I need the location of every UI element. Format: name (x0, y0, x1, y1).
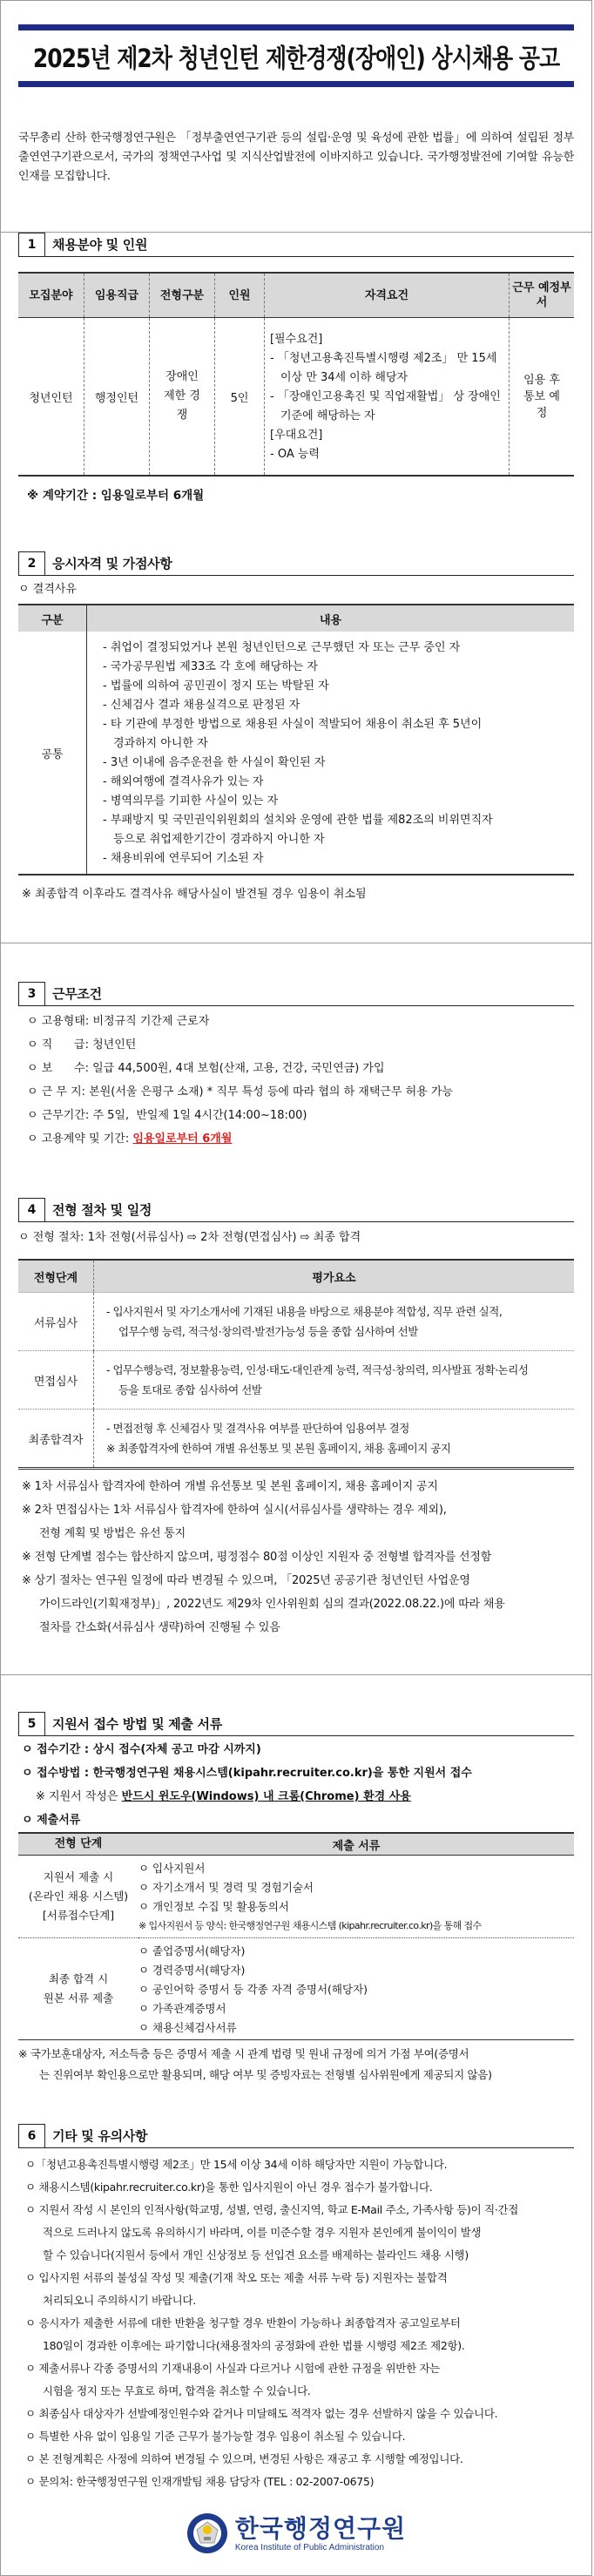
notice-line: 시험을 정지 또는 무효로 하며, 합격을 취소할 수 있습니다. (43, 2384, 311, 2397)
section-title: 전형 절차 및 일정 (52, 1202, 152, 1218)
document-item: ㅇ 자기소개서 및 경력 및 경험기술서 (138, 1881, 314, 1894)
recruitment-table (18, 272, 574, 477)
sections-1-2 (1, 233, 591, 943)
section-title: 채용분야 및 인원 (52, 237, 148, 253)
list-item: - 부패방지 및 국민권익위원회의 설치와 운영에 관한 법률 제82조의 비위면직자 (103, 814, 493, 827)
document-item: ㅇ 졸업증명서(해당자) (138, 1944, 246, 1957)
list-item: 등으로 취업제한기간이 경과하지 아니한 자 (113, 833, 325, 846)
institute-logo (18, 2493, 574, 2575)
cell-stage: 최종합격자 (28, 1433, 84, 1447)
req-item: - 「청년고용촉진특별시행령 제2조」 만 15세 (270, 352, 497, 365)
title-block (1, 1, 591, 233)
pref-label: [우대요건] (270, 429, 323, 442)
cell-criteria: - 면접전형 후 신체검사 및 결격사유 여부를 판단하여 임용여부 결정 ※ 최종합격자에 한하여 개별 유선통보 및 본원 홈페이지, 채용 홈페이지 공지 (94, 1410, 575, 1469)
document-item: ㅇ 채용신체검사서류 (138, 2021, 237, 2034)
condition-location: ㅇ 근 무 지: 본원(서울 은평구 소재) * 직무 특성 등에 따라 협의 하 재택근무 허용 가능 (27, 1085, 454, 1099)
bonus-points-note: ※ 국가보훈대상자, 저소득층 등은 증명서 제출 시 관계 법령 및 원내 규정에 의거 가점 부여(증명서 는 진위여부 확인용으로만 활용되며, 해당 여부 및 증빙자료는 전형별 심사위원에게 제공되지 않음) (18, 2047, 492, 2081)
col-header: 전형구분 (150, 273, 215, 318)
req-label: [필수요건] (270, 333, 323, 346)
condition-rank: ㅇ 직 급: 청년인턴 (27, 1038, 137, 1051)
browser-requirement: 반드시 윈도우(Windows) 내 크롬(Chrome) 환경 사용 (121, 1790, 411, 1803)
notice-line: ㅇ「청년고용촉진특별시행령 제2조」만 15세 이상 34세 이하 해당자만 지원이 가능합니다. (25, 2158, 448, 2171)
col-header: 내용 (87, 605, 575, 632)
condition-contract: ㅇ 고용계약 및 기간: 임용일로부터 6개월 (27, 1132, 233, 1146)
col-header: 평가요소 (94, 1260, 575, 1293)
section-number: 4 (18, 1198, 45, 1221)
list-item: - 타 기관에 부정한 방법으로 채용된 사실이 적발되어 채용이 취소된 후 5년이 (103, 718, 483, 731)
cell-dept: 임용 후 통보 예정 (510, 318, 575, 477)
note-line: 절차를 간소화(서류심사 생략)하여 진행될 수 있음 (39, 1621, 280, 1634)
col-header: 전형 단계 (18, 1833, 138, 1856)
section-6-header (18, 2124, 574, 2148)
document-item: ㅇ 경력증명서(해당자) (138, 1964, 246, 1977)
section-title: 응시자격 및 가점사항 (52, 556, 172, 571)
notice-line: ㅇ 최종심사 대상자가 선발예정인원수와 같거나 미달해도 적격자 없는 경우 선발하지 않을 수 있습니다. (25, 2407, 498, 2420)
table-row (18, 1293, 574, 1351)
work-conditions (18, 1006, 574, 1151)
logo-english-name: Korea Institute of Public Administration (234, 2542, 385, 2552)
table-row (18, 1938, 574, 2040)
application-method: ㅇ 접수방법 : 한국행정연구원 채용시스템(kipahr.recruiter.co.kr)을 통한 지원서 접수 (22, 1767, 472, 1780)
section-number: 6 (18, 2124, 45, 2147)
cell-category: 공통 (41, 747, 64, 761)
notice-line: ㅇ 지원서 작성 시 본인의 인적사항(학교명, 성별, 연령, 출신지역, 학교 E-Mail 주소, 가족사항 등)이 직·간접 (25, 2203, 519, 2216)
application-period: ㅇ 접수기간 : 상시 접수(자체 공고 마감 시까지) (22, 1743, 261, 1756)
notice-line: ㅇ 입사지원 서류의 불성실 작성 및 제출(기재 착오 또는 제출 서류 누락 등) 지원자는 불합격 (25, 2271, 448, 2284)
notice-line: ㅇ 본 전형계획은 사정에 의하여 변경될 수 있으며, 변경된 사항은 재공고 후 시행할 예정입니다. (25, 2452, 463, 2465)
list-item: - 채용비위에 연루되어 기소된 자 (103, 852, 264, 865)
disqualification-label: ㅇ 결격사유 (18, 583, 77, 596)
cell-rank: 행정인턴 (84, 318, 150, 477)
browser-note: ※ 지원서 작성은 반드시 윈도우(Windows) 내 크롬(Chrome) 환경 사용 (36, 1790, 411, 1803)
contact-line: ㅇ 문의처: 한국행정연구원 인재개발팀 채용 담당자 (TEL : 02-2007-0675) (25, 2475, 375, 2488)
notice-line: ㅇ 제출서류나 각종 증명서의 기재내용이 사실과 다르거나 시험에 관한 규정을 위반한 자는 (25, 2362, 441, 2375)
emblem-icon (186, 2512, 228, 2554)
document-item: ㅇ 가족관계증명서 (138, 2002, 226, 2015)
documents-table (18, 1832, 574, 2040)
notice-line: ㅇ 채용시스템(kipahr.recruiter.co.kr)을 통한 입사지원이 아닌 경우 접수가 불가합니다. (25, 2180, 433, 2194)
condition-employment-type: ㅇ 고용형태: 비정규직 기간제 근로자 (27, 1015, 210, 1028)
note-line: 가이드라인(기획재정부)」, 2022년도 제29차 인사위원회 심의 결과(2022.08.22.)에 따라 채용 (39, 1598, 505, 1611)
req-item-cont: 기준에 해당하는 자 (280, 409, 375, 423)
intro-paragraph: 국무총리 산하 한국행정연구원은 「정부출연연구기관 등의 설립·운영 및 육성에 관한 법률」에 의하여 설립된 정부출연연구기관으로서, 국가의 정책연구사업 및 지식산업발전에 이바지하고 있습니다. 국가행정발전에 기여할 유능한 인재를 모집합니다. (18, 132, 574, 183)
document-note: ※ 입사지원서 등 양식: 한국행정연구원 채용시스템 (kipahr.recruiter.co.kr)을 통해 접수 (138, 1920, 482, 1931)
notices-list (18, 2148, 574, 2493)
cell-stage: 지원서 제출 시 (온라인 채용 시스템) [서류접수단계] (18, 1856, 138, 1938)
cell-count: 5인 (215, 318, 265, 477)
section-title: 기타 및 유의사항 (52, 2128, 148, 2144)
section-5-header (18, 1712, 574, 1736)
list-item: - 병역의무를 기피한 사실이 있는 자 (103, 794, 279, 808)
col-header: 인원 (215, 273, 265, 318)
disqualification-table (18, 604, 574, 876)
list-item: - 취업이 결정되었거나 본원 청년인턴으로 근무했던 자 또는 근무 중인 자 (103, 641, 461, 654)
list-item: - 해외여행에 결격사유가 있는 자 (103, 775, 264, 788)
document-item: ㅇ 공인어학 증명서 등 각종 자격 증명서(해당자) (138, 1983, 368, 1996)
page-title: 2025년 제2차 청년인턴 제한경쟁(장애인) 상시채용 공고 (32, 43, 560, 74)
application-info (18, 1736, 574, 1832)
pref-item: - OA 능력 (270, 448, 320, 461)
logo-korean-name: 한국행정연구원 (234, 2513, 407, 2543)
sections-3-4 (1, 943, 591, 1675)
section-title: 근무조건 (52, 986, 102, 1002)
table-row (18, 1410, 574, 1469)
req-item: - 「장애인고용촉진 및 직업재활법」 상 장애인 (270, 390, 501, 403)
process-flow: ㅇ 전형 절차: 1차 전형(서류심사) ⇨ 2차 전형(면접심사) ⇨ 최종 합격 (18, 1231, 361, 1244)
cell-stage: 최종 합격 시 원본 서류 제출 (43, 1972, 114, 2005)
document-item: ㅇ 개인정보 수집 및 활용동의서 (138, 1900, 289, 1913)
col-header: 근무 예정부서 (510, 273, 575, 318)
note-line: ※ 2차 면접심사는 1차 서류심사 합격자에 한하여 실시(서류심사를 생략하는 경우 제외), (22, 1504, 447, 1517)
table-row (18, 318, 574, 477)
cell-field: 청년인턴 (29, 391, 73, 405)
list-item: - 신체검사 결과 채용실격으로 판정된 자 (103, 699, 300, 712)
section-number: 2 (18, 551, 45, 575)
section-2-header (18, 551, 574, 576)
table-row (18, 632, 574, 875)
note-line: ※ 상기 절차는 연구원 일정에 따라 변경될 수 있으며, 「2025년 공공기관 청년인턴 사업운영 (22, 1574, 470, 1587)
list-item: - 국가공무원법 제33조 각 호에 해당하는 자 (103, 660, 318, 673)
sections-5-6 (1, 1675, 591, 2575)
notice-line: 할 수 있습니다(지원서 등에서 개인 신상정보 등 선입견 요소를 배제하는 블라인드 채용 시행) (43, 2248, 469, 2262)
section-3-header (18, 982, 574, 1006)
disqualification-note: ※ 최종합격 이후라도 결격사유 해당사실이 발견될 경우 임용이 취소됨 (22, 888, 367, 901)
condition-hours: ㅇ 근무기간: 주 5일, 반일제 1일 4시간(14:00~18:00) (27, 1109, 307, 1122)
selection-notes (18, 1470, 574, 1640)
col-header: 모집분야 (18, 273, 84, 318)
section-number: 5 (18, 1712, 45, 1735)
notice-line: 적으로 드러나지 않도록 유의하시기 바라며, 이를 미준수할 경우 지원자 본인에게 불이익이 발생 (43, 2226, 482, 2239)
section-number: 1 (18, 233, 45, 256)
cell-type: 장애인 제한 경쟁 (150, 318, 215, 477)
cell-items (87, 632, 575, 875)
table-row (18, 1351, 574, 1410)
req-item-cont: 이상 만 34세 이하 해당자 (280, 371, 408, 384)
list-item: - 법률에 의하여 공민권이 정지 또는 박탈된 자 (103, 679, 329, 693)
list-item: 경과하지 아니한 자 (113, 737, 208, 750)
section-number: 3 (18, 982, 45, 1005)
section-4-header (18, 1198, 574, 1222)
cell-criteria: - 입사지원서 및 자기소개서에 기재된 내용을 바탕으로 채용분야 적합성, 직무 관련 실적, 업무수행 능력, 적극성·창의력·발전가능성 등을 종합 심사하여 선발 (94, 1293, 575, 1351)
cell-documents (138, 1856, 574, 1938)
table-row (18, 1856, 574, 1938)
col-header: 구분 (18, 605, 87, 632)
documents-label: ㅇ 제출서류 (22, 1814, 81, 1827)
col-header: 전형단계 (18, 1260, 94, 1293)
note-line: ※ 전형 단계별 점수는 합산하지 않으며, 평정점수 80점 이상인 지원자 중 전형별 합격자를 선정함 (22, 1551, 492, 1564)
section-1-header (18, 233, 574, 257)
list-item: - 3년 이내에 음주운전을 한 사실이 확인된 자 (103, 756, 326, 769)
note-line: 전형 계획 및 방법은 유선 통지 (39, 1527, 186, 1540)
cell-stage: 면접심사 (18, 1351, 94, 1410)
note-line: ※ 1차 서류심사 합격자에 한하여 개별 유선통보 및 본원 홈페이지, 채용 홈페이지 공지 (22, 1480, 438, 1493)
notice-line: 180일이 경과한 이후에는 파기합니다(채용절차의 공정화에 관한 법률 시행령 제2조 제2항). (43, 2339, 465, 2352)
col-header: 임용직급 (84, 273, 150, 318)
selection-table (18, 1259, 574, 1470)
contract-period-highlight: 임용일로부터 6개월 (132, 1132, 233, 1146)
notice-line: ㅇ 응시자가 제출한 서류에 대한 반환을 청구할 경우 반환이 가능하나 최종합격자 공고일로부터 (25, 2316, 461, 2329)
cell-stage: 서류심사 (18, 1293, 94, 1351)
section-title: 지원서 접수 방법 및 제출 서류 (52, 1716, 222, 1732)
document-item: ㅇ 입사지원서 (138, 1862, 206, 1875)
col-header: 제출 서류 (138, 1833, 574, 1856)
cell-documents (138, 1938, 574, 2040)
notice-line: 처리되오니 주의하시기 바랍니다. (43, 2294, 196, 2307)
condition-pay: ㅇ 보 수: 일급 44,500원, 4대 보험(산재, 고용, 건강, 국민연금) 가입 (27, 1062, 385, 1075)
cell-criteria: - 업무수행능력, 정보활용능력, 인성·태도·대인관계 능력, 적극성·창의력, 의사발표 정확·논리성 등을 토대로 종합 심사하여 선발 (94, 1351, 575, 1410)
cell-requirements (265, 318, 510, 477)
notice-line: ㅇ 특별한 사유 없이 임용일 기준 근무가 불가능할 경우 임용이 취소될 수 있습니다. (25, 2430, 406, 2443)
contract-note: ※ 계약기간 : 임용일로부터 6개월 (27, 489, 205, 503)
col-header: 자격요건 (265, 273, 510, 318)
